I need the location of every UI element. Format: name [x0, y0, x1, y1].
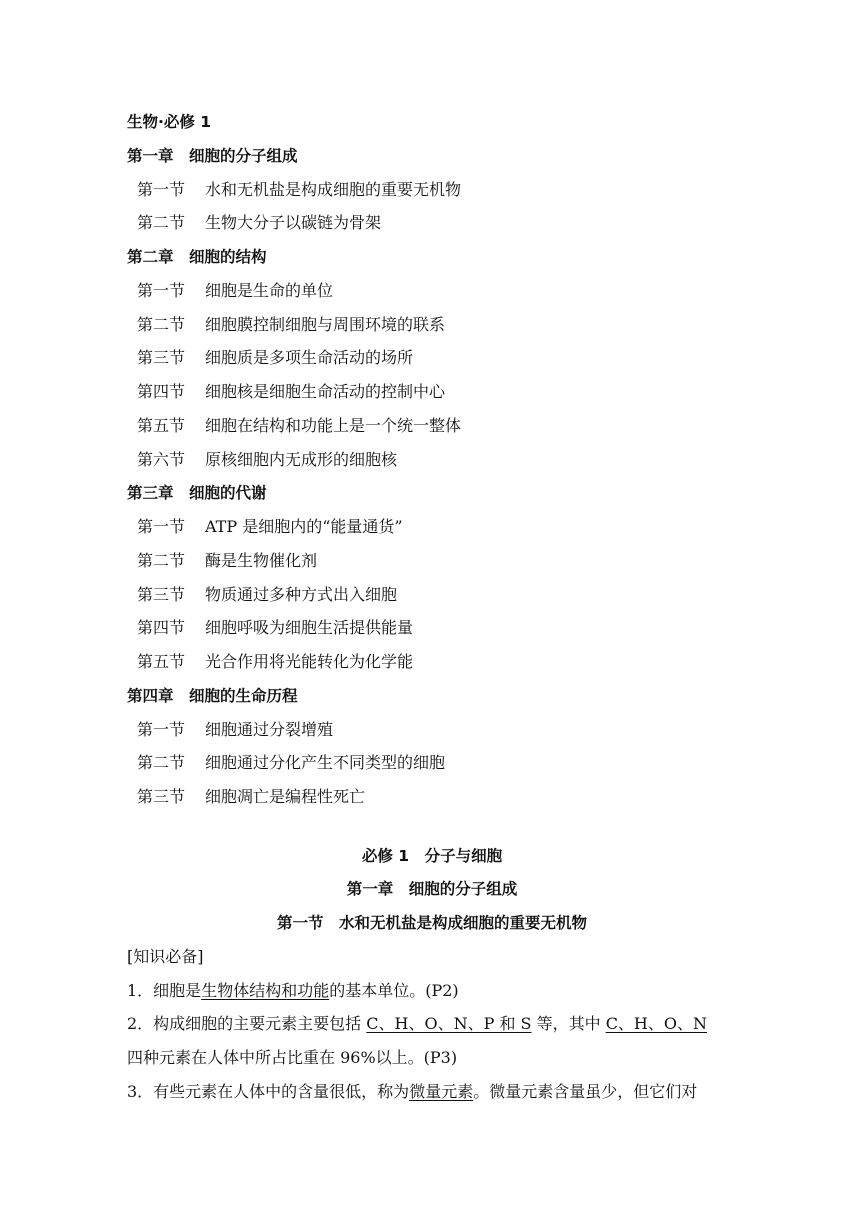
toc-chapter-1: 第一章 细胞的分子组成: [127, 147, 298, 165]
toc-chapter-3: 第三章 细胞的代谢: [127, 484, 267, 502]
toc-section: [137, 213, 747, 233]
toc-section-number: 第一节: [137, 517, 186, 536]
toc-section-number: 第三节: [137, 348, 186, 367]
toc-section: [137, 753, 747, 773]
toc-section: [137, 551, 747, 571]
toc-section-title: 水和无机盐是构成细胞的重要无机物: [205, 180, 462, 199]
toc-section-title: 细胞在结构和功能上是一个统一整体: [205, 416, 462, 435]
toc-section: [137, 416, 747, 436]
toc-section-title: 细胞凋亡是编程性死亡: [205, 787, 366, 806]
toc-section: [137, 450, 747, 470]
chapter-heading: 第一章 细胞的分子组成: [346, 880, 518, 898]
toc-section-title: 细胞呼吸为细胞生活提供能量: [205, 618, 414, 637]
toc-section-title: 细胞核是细胞生命活动的控制中心: [205, 382, 446, 401]
item-text: 等，其中: [531, 1014, 606, 1033]
toc-section-title: 细胞通过分化产生不同类型的细胞: [205, 753, 446, 772]
toc-section-title: 细胞是生命的单位: [205, 281, 334, 300]
underlined-answer: 生物体结构和功能: [201, 981, 330, 1000]
toc-section-number: 第三节: [137, 585, 186, 604]
toc-section: [137, 382, 747, 402]
toc-section-number: 第五节: [137, 652, 186, 671]
toc-section: [137, 787, 747, 807]
toc-section-number: 第四节: [137, 382, 186, 401]
item-text: 2．构成细胞的主要元素主要包括: [127, 1014, 367, 1033]
knowledge-item-2-line-1: [127, 1014, 737, 1034]
book-title: 生物·必修 1: [127, 113, 212, 131]
toc-section-title: 光合作用将光能转化为化学能: [205, 652, 414, 671]
toc-section-title: 细胞质是多项生命活动的场所: [205, 348, 414, 367]
toc-section-number: 第四节: [137, 618, 186, 637]
toc-section-title: 细胞膜控制细胞与周围环境的联系: [205, 315, 446, 334]
toc-section-title: 细胞通过分裂增殖: [205, 720, 334, 739]
toc-section-number: 第二节: [137, 551, 186, 570]
toc-section-number: 第六节: [137, 450, 186, 469]
section-heading: 第一节 水和无机盐是构成细胞的重要无机物: [276, 914, 587, 932]
toc-section: [137, 618, 747, 638]
toc-section: [137, 180, 747, 200]
toc-section-number: 第一节: [137, 281, 186, 300]
module-title: 必修 1 分子与细胞: [361, 847, 503, 865]
toc-section: [137, 652, 747, 672]
knowledge-heading: [知识必备]: [127, 947, 204, 966]
item-text: 3．有些元素在人体中的含量很低，称为: [127, 1082, 410, 1101]
toc-section-number: 第二节: [137, 753, 186, 772]
toc-section-title: ATP 是细胞内的“能量通货”: [205, 517, 403, 536]
toc-chapter-4: 第四章 细胞的生命历程: [127, 687, 298, 705]
item-text: 的基本单位。(P2): [329, 981, 459, 1000]
knowledge-item-2-line-2: 四种元素在人体中所占比重在 96%以上。(P3): [127, 1048, 458, 1067]
item-text: 。微量元素含量虽少，但它们对: [473, 1082, 698, 1101]
toc-section-number: 第三节: [137, 787, 186, 806]
item-text: 1．细胞是: [127, 981, 202, 1000]
toc-section-title: 物质通过多种方式出入细胞: [205, 585, 398, 604]
knowledge-item-3: [127, 1082, 737, 1102]
toc-section: [137, 720, 747, 740]
toc-section-number: 第二节: [137, 315, 186, 334]
underlined-answer: C、H、O、N: [605, 1014, 708, 1033]
underlined-answer: C、H、O、N、P 和 S: [366, 1014, 532, 1033]
toc-section-number: 第二节: [137, 213, 186, 232]
toc-section: [137, 315, 747, 335]
toc-section-number: 第一节: [137, 180, 186, 199]
toc-section: [137, 281, 747, 301]
knowledge-item-1: [127, 981, 737, 1001]
toc-section-number: 第五节: [137, 416, 186, 435]
toc-section-title: 酶是生物催化剂: [205, 551, 318, 570]
toc-chapter-2: 第二章 细胞的结构: [127, 248, 267, 266]
underlined-answer: 微量元素: [409, 1082, 474, 1101]
toc-section: [137, 517, 747, 537]
toc-section-title: 生物大分子以碳链为骨架: [205, 213, 382, 232]
toc-section-number: 第一节: [137, 720, 186, 739]
toc-section: [137, 348, 747, 368]
toc-section: [137, 585, 747, 605]
toc-section-title: 原核细胞内无成形的细胞核: [205, 450, 398, 469]
